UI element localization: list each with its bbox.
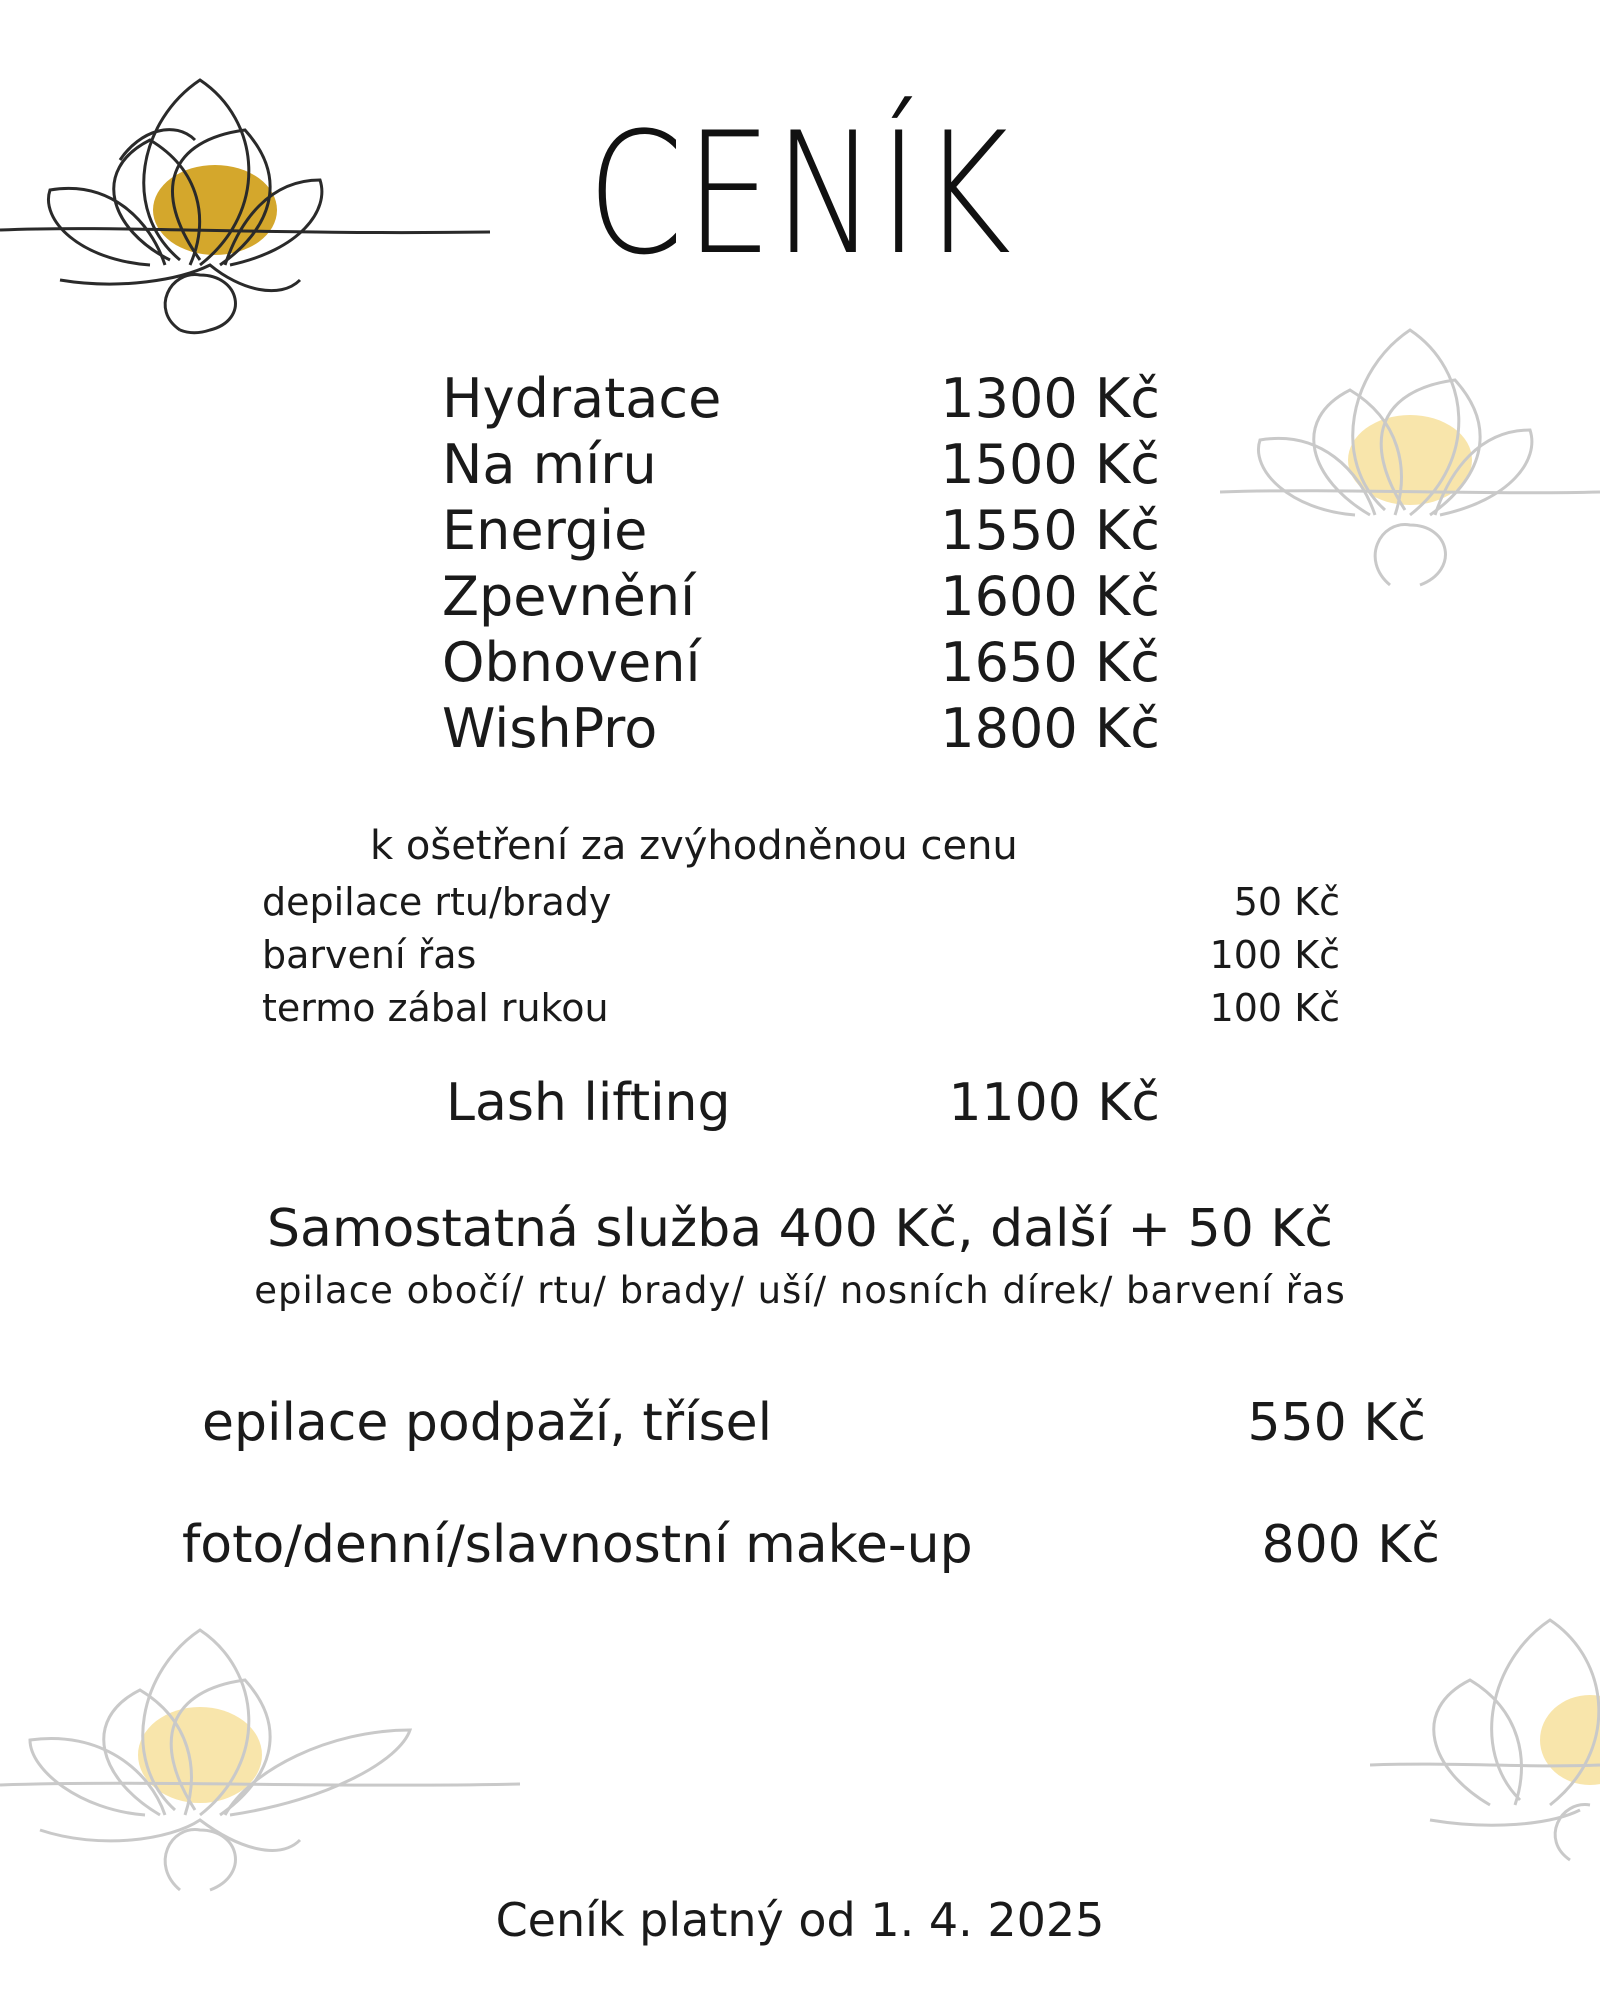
addon-price: 50 Kč [1233,880,1340,924]
treatment-price: 1500 Kč [940,433,1160,496]
addons-heading: k ošetření za zvýhodněnou cenu [370,823,1018,869]
makeup-price: 800 Kč [1261,1515,1440,1575]
treatment-name: Obnovení [442,631,701,694]
single-service-title: Samostatná služba 400 Kč, další + 50 Kč [266,1199,1334,1259]
treatment-price: 1550 Kč [940,499,1160,562]
addon-name: depilace rtu/brady [262,880,612,924]
addon-name: termo zábal rukou [262,986,609,1030]
treatment-name: WishPro [442,697,658,760]
treatment-price: 1800 Kč [940,697,1160,760]
validity-note: Ceník platný od 1. 4. 2025 [495,1893,1105,1947]
addon-price: 100 Kč [1209,933,1340,977]
treatment-name: Zpevnění [442,565,696,628]
treatment-name: Na míru [442,433,657,496]
page-title: CENÍK [587,96,1013,292]
lotus-icon [1220,300,1600,600]
waxing-name: epilace podpaží, třísel [202,1393,773,1453]
treatment-name: Hydratace [442,367,722,430]
treatment-price: 1600 Kč [940,565,1160,628]
addon-price: 100 Kč [1209,986,1340,1030]
lotus-icon [0,1600,540,1900]
makeup-name: foto/denní/slavnostní make-up [182,1515,973,1575]
lash-lifting-price: 1100 Kč [948,1073,1160,1133]
lash-lifting-name: Lash lifting [446,1073,731,1133]
treatment-price: 1300 Kč [940,367,1160,430]
treatment-name: Energie [442,499,648,562]
addon-name: barvení řas [262,933,477,977]
single-service-description: epilace obočí/ rtu/ brady/ uší/ nosních dírek/ barvení řas [254,1269,1346,1312]
waxing-price: 550 Kč [1247,1393,1426,1453]
treatment-price: 1650 Kč [940,631,1160,694]
lotus-icon [1370,1590,1600,1870]
